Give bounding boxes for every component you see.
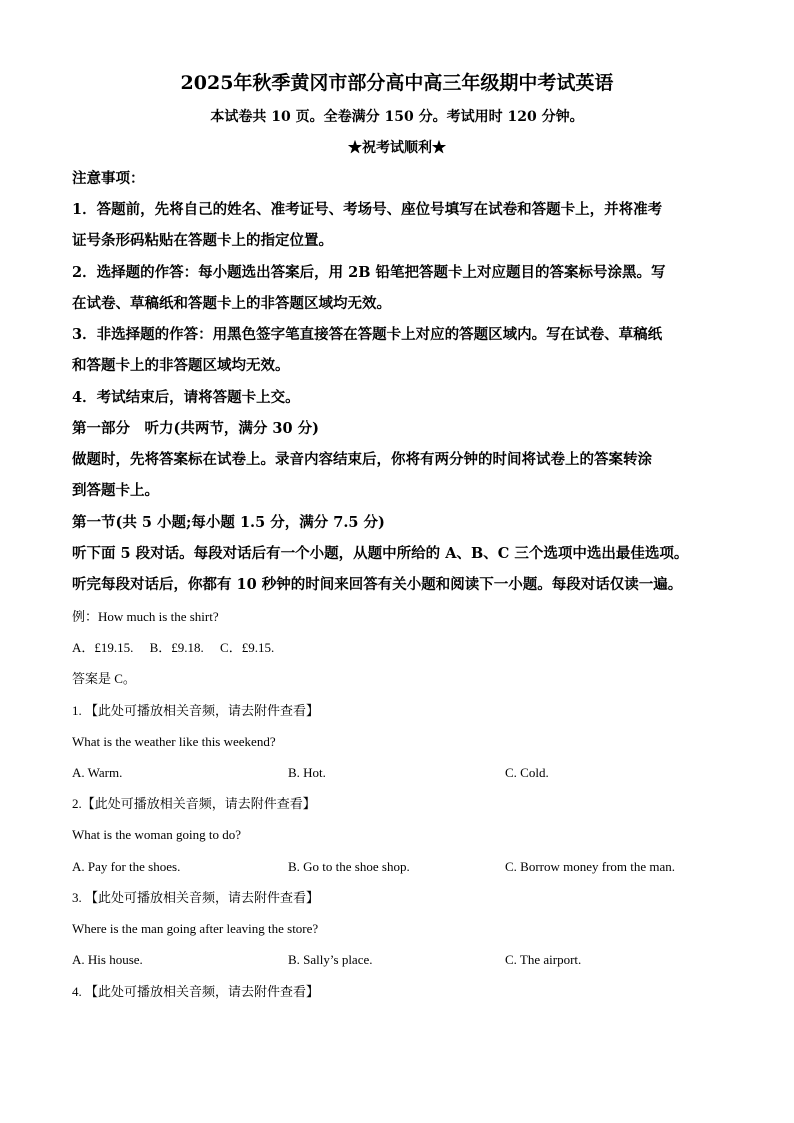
part1-desc: 做题时，先将答案标在试卷上。录音内容结束后，你将有两分钟的时间将试卷上的答案转涂 bbox=[72, 451, 652, 468]
question-1-option-a: A. Warm. bbox=[72, 765, 123, 780]
question-2-text: What is the woman going to do? bbox=[72, 827, 241, 842]
notice-item-3-cont: 和答题卡上的非答题区域均无效。 bbox=[72, 357, 290, 374]
question-1-option-c: C. Cold. bbox=[505, 765, 549, 780]
question-3-option-b: B. Sally’s place. bbox=[288, 952, 373, 967]
example-question: 例：How much is the shirt? bbox=[72, 609, 219, 624]
notice-item-4: 4．考试结束后，请将答题卡上交。 bbox=[72, 389, 300, 406]
question-3-option-c: C. The airport. bbox=[505, 952, 582, 967]
example-answer: 答案是 C。 bbox=[72, 671, 136, 686]
notice-item-3: 3．非选择题的作答：用黑色签字笔直接答在答题卡上对应的答题区域内。写在试卷、草稿纸 bbox=[72, 326, 663, 343]
page-title: 2025年秋季黄冈市部分高中高三年级期中考试英语 bbox=[180, 72, 614, 94]
section1-desc: 听下面 5 段对话。每段对话后有一个小题，从题中所给的 A、B、C 三个选项中选出最佳选项。 bbox=[72, 545, 689, 562]
example-options: A．£19.15. B．£9.18. C．£9.15. bbox=[72, 640, 275, 655]
section1-desc-cont: 听完每段对话后，你都有 10 秒钟的时间来回答有关小题和阅读下一小题。每段对话仅读一遍。 bbox=[72, 576, 683, 593]
part1-desc-cont: 到答题卡上。 bbox=[72, 482, 159, 499]
notice-item-1-cont: 证号条形码粘贴在答题卡上的指定位置。 bbox=[72, 232, 333, 249]
question-2-audio-note: 2.【此处可播放相关音频，请去附件查看】 bbox=[72, 796, 316, 811]
blessing-line: ★祝考试顺利★ bbox=[348, 140, 446, 156]
question-2-option-a: A. Pay for the shoes. bbox=[72, 859, 181, 874]
question-4-audio-note: 4. 【此处可播放相关音频，请去附件查看】 bbox=[72, 984, 320, 999]
notice-item-2: 2．选择题的作答：每小题选出答案后，用 2B 铅笔把答题卡上对应题目的答案标号涂黑。写 bbox=[72, 264, 666, 281]
question-2-option-b: B. Go to the shoe shop. bbox=[288, 859, 410, 874]
notice-item-1: 1．答题前，先将自己的姓名、准考证号、考场号、座位号填写在试卷和答题卡上，并将准考 bbox=[72, 201, 663, 218]
question-1-text: What is the weather like this weekend? bbox=[72, 734, 276, 749]
part1-heading: 第一部分 听力(共两节，满分 30 分) bbox=[72, 420, 319, 437]
notice-item-2-cont: 在试卷、草稿纸和答题卡上的非答题区域均无效。 bbox=[72, 295, 391, 312]
question-1-audio-note: 1. 【此处可播放相关音频，请去附件查看】 bbox=[72, 703, 320, 718]
question-3-audio-note: 3. 【此处可播放相关音频，请去附件查看】 bbox=[72, 890, 320, 905]
question-3-option-a: A. His house. bbox=[72, 952, 143, 967]
notice-heading: 注意事项： bbox=[72, 170, 145, 187]
exam-info: 本试卷共 10 页。全卷满分 150 分。考试用时 120 分钟。 bbox=[210, 109, 584, 125]
question-2-option-c: C. Borrow money from the man. bbox=[505, 859, 676, 874]
question-1-option-b: B. Hot. bbox=[288, 765, 326, 780]
question-3-text: Where is the man going after leaving the store? bbox=[72, 921, 319, 936]
section1-heading: 第一节(共 5 小题;每小题 1.5 分，满分 7.5 分) bbox=[72, 514, 385, 531]
